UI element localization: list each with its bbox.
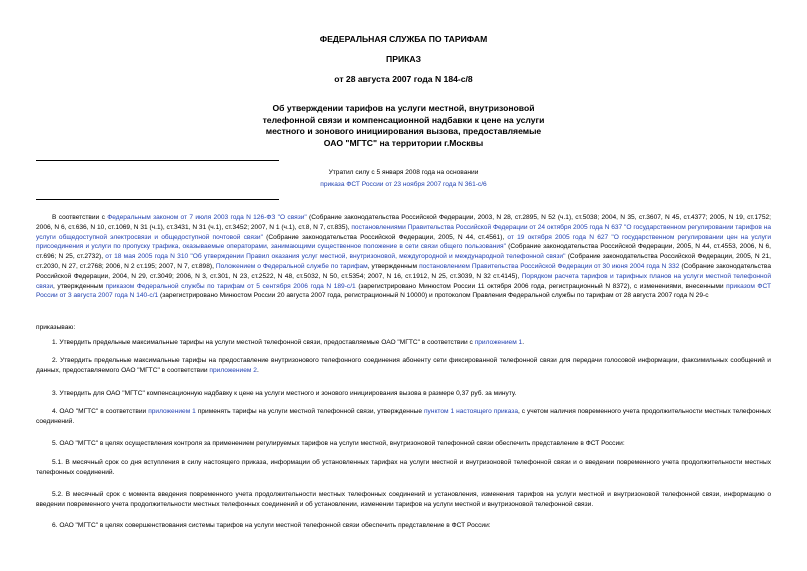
text: применять тарифы на услуги местной телефонной связи, утвержденные	[195, 408, 424, 415]
item-1	[36, 338, 771, 348]
text: , с учетом наличия повременного учета продолжительности местных телефонных соединений.	[36, 408, 772, 425]
orders-word: приказываю:	[36, 324, 76, 331]
document-type: ПРИКАЗ	[386, 54, 421, 64]
text: (зарегистрировано Минюстом России 20 августа 2007 года, регистрационный N 10000) и протоколом Правления Федеральной службы по тарифам от 28 августа 2007 года N 29-с	[158, 292, 709, 300]
text: (зарегистрировано Минюстом России 11 октября 2006 года, регистрационный N 8372), с изменениями, внесенными	[355, 282, 727, 290]
text: , утвержденным	[53, 282, 106, 290]
order-189-link[interactable]: приказом Федеральной службы по тарифам от 5 сентября 2006 года N 189-с/1	[105, 282, 356, 290]
item-4	[36, 407, 771, 427]
appendix-2-link[interactable]: приложением 2	[209, 366, 257, 374]
preamble-paragraph	[36, 213, 771, 301]
item-6: 6. ОАО "МГТС" в целях совершенствования системы тарифов на услуги местной телефонной связи обеспечить представление в ФСТ России:	[52, 522, 491, 529]
divider-top	[36, 160, 279, 161]
resolution-627-link[interactable]: от 19 октября 2005 года N 627 "О государственном регулировании цен на услуги присоединения и услуги по пропуску трафика, оказываемые операторами, занимающими существенное положение в сети связи общего пользования"	[36, 233, 772, 251]
document-title	[200, 103, 607, 149]
clause-1-link[interactable]: пунктом 1 настоящего приказа	[423, 408, 518, 415]
text: .	[256, 366, 259, 374]
title-line: телефонной связи и компенсационной надбавки к цене на услуги	[262, 114, 545, 125]
expiry-basis-link[interactable]: приказа ФСТ России от 23 ноября 2007 года N 361-с/6	[320, 181, 487, 188]
title-line: ОАО "МГТС" на территории г.Москвы	[323, 137, 484, 148]
expiry-note: Утратил силу с 5 января 2008 года на основании	[328, 169, 479, 176]
text: , утвержденным	[367, 262, 420, 270]
title-line: местного и зонового инициирования вызова, предоставляемые	[265, 126, 542, 136]
document-date-number: от 28 августа 2007 года N 184-с/8	[334, 74, 473, 84]
text: (Собрание законодательства Российской Федерации, 2005, N 44, ст.4561),	[262, 233, 508, 241]
item-5: 5. ОАО "МГТС" в целях осуществления контроля за применением регулируемых тарифов на услуги местной, внутризоновой телефонной связи обеспечить представление в ФСТ России:	[52, 440, 625, 447]
item-2	[36, 356, 771, 376]
text: В соответствии с	[52, 214, 108, 221]
item-5-2: 5.2. В месячный срок с момента введения повременного учета продолжительности местных телефонных соединений и установления, изменения тарифов на услуги местной и внутризоновой телефонной связи, информацию о введении повременного учета продолжительности местных телефонных соединений и об установлении, изменении тарифов на услуги местной и внутризоновой телефонной связи.	[36, 491, 771, 508]
title-line: Об утверждении тарифов на услуги местной, внутризоновой	[272, 103, 535, 113]
tariff-procedure-link[interactable]: Порядком расчета тарифов и тарифных планов на услуги местной телефонной связи	[36, 272, 771, 290]
text: (Собрание законодательства Российской Федерации, 2003, N 28, ст.2895, N 52 (ч.1), ст.5038; 2004, N 35, ст.3607, N 45, ст.4377; 2005, N 19, ст.1752; 2006, N 6, ст.636, N 10, ст.1069, N 31 (ч.1), ст.3431, N 31 (ч.1), ст.3452; 2007, N 1 (ч.1), ст.8, N 7, ст.835),	[36, 214, 772, 231]
text: (Собрание законодательства Российской Федерации, 2005, N 21, ст.2030, N 27, ст.2768; 2006, N 2 ст.195; 2007, N 7, ст.898),	[36, 253, 772, 270]
item-3: 3. Утвердить для ОАО "МГТС" компенсационную надбавку к цене на услуги местного и зонового инициирования вызова в размере 0,37 руб. за минуту.	[52, 390, 517, 397]
appendix-1-link[interactable]: приложением 1	[148, 408, 196, 415]
resolution-332-link[interactable]: постановлением Правительства Российской Федерации от 30 июня 2004 года N 332	[419, 262, 680, 270]
text: 2. Утвердить предельные максимальные тарифы на предоставление внутризонового телефонного соединения абоненту сети фиксированной телефонной связи для передачи голосовой информации, факсимильных сообщений и данных, предоставляемого ОАО "МГТС" в соответствии	[36, 357, 771, 374]
appendix-1-link[interactable]: приложением 1	[474, 339, 523, 346]
text: 1. Утвердить предельные максимальные тарифы на услуги местной телефонной связи, предоставляемые ОАО "МГТС" в соответствии с	[52, 339, 475, 346]
text: .	[522, 339, 525, 346]
order-140-link[interactable]: приказом ФСТ России от 3 августа 2007 года N 140-с/1	[36, 282, 772, 300]
resolution-310-link[interactable]: от 18 мая 2005 года N 310 "Об утверждении Правил оказания услуг местной, внутризоновой, междугородной и международной телефонной связи"	[105, 253, 566, 261]
resolution-637-link[interactable]: постановлениями Правительства Российской Федерации от 24 октября 2005 года N 637 "О государственном регулировании тарифов на услуги общедоступной электросвязи и общедоступной почтовой связи"	[36, 223, 771, 241]
agency-name: ФЕДЕРАЛЬНАЯ СЛУЖБА ПО ТАРИФАМ	[319, 34, 488, 44]
expiry-basis	[0, 180, 807, 190]
divider-bottom	[36, 199, 279, 200]
text: (Собрание законодательства Российской Федерации, 2004, N 29, ст.3049; 2006, N 3, ст.301, N 23, ст.2522, N 48, ст.5032, N 50, ст.5354; 2007, N 16, ст.1912, N 25, ст.3039, N 32 ст.4145),	[36, 262, 771, 280]
law-link[interactable]: Федеральным законом от 7 июля 2003 года N 126-ФЗ "О связи"	[107, 214, 307, 221]
text: 4. ОАО "МГТС" в соответствии	[52, 408, 149, 415]
item-5-1: 5.1. В месячный срок со дня вступления в силу настоящего приказа, информации об установленных тарифах на услуги местной и внутризоновой телефонной связи и о введении повременного учета продолжительности местных телефонных соединений.	[36, 459, 771, 476]
regulation-fst-link[interactable]: Положением о Федеральной службе по тарифам	[215, 262, 368, 270]
text: (Собрание законодательства Российской Федерации, 2005, N 44, ст.4553, 2006, N 6, ст.696; N 25, ст.2732),	[36, 243, 771, 261]
